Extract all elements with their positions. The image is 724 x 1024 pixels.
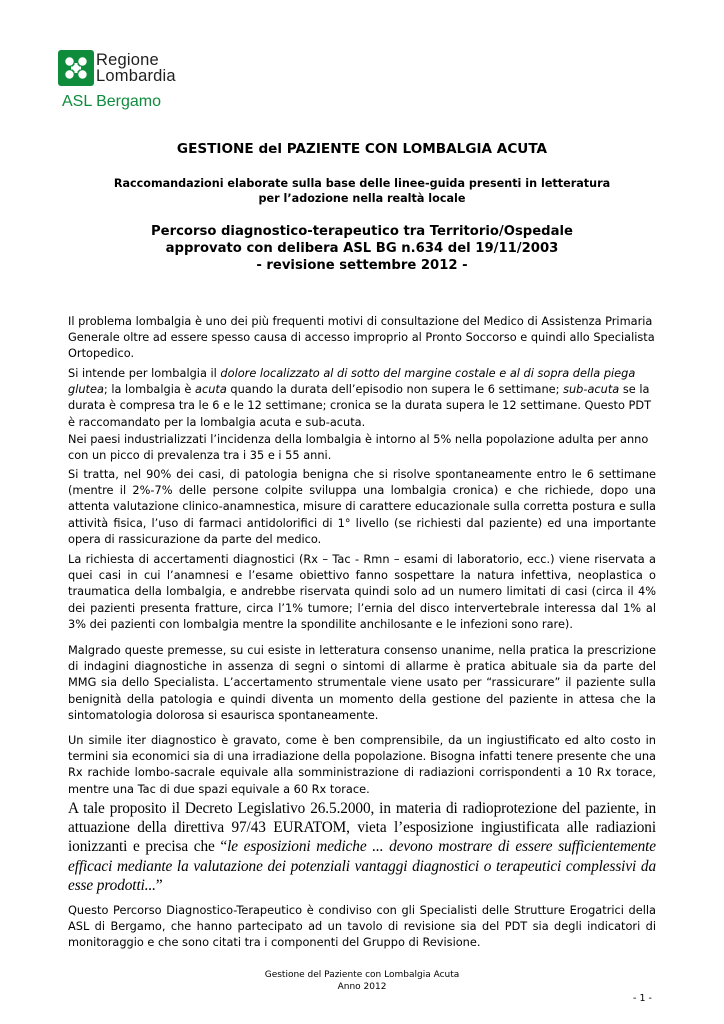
paragraph-5: La richiesta di accertamenti diagnostici (Rx – Tac - Rmn – esami di laboratorio, ecc.) viene riservata a quei casi in cui l’anamnesi e l’esame obiettivo fanno sospettare la natura infettiva, neoplastica o traumatica della lombalgia, e andrebbe riservata quindi solo ad un numero limitati di casi (circa il 4% dei pazienti presenta fratture, circa l’1% tumore; l’ernia del disco intervertebrale interessa dal 1% al 3% dei pazienti con lombalgia mentre la spondilite anchilosante e le infezioni sono rare).: [68, 552, 656, 631]
percorso-line-1: Percorso diagnostico-terapeutico tra Territorio/Ospedale: [150, 224, 573, 239]
document-subtitle: [0, 176, 724, 206]
paragraph-2-italic-subacuta: sub-acuta: [563, 382, 620, 397]
paragraph-4: Si tratta, nel 90% dei casi, di patologia benigna che si risolve spontaneamente entro le 6 settimane (mentre il 2%-7% delle persone colpite sviluppa una lombalgia cronica) e che richiede, dopo una attenta valutazione clinico-anamnestica, misure di carattere educazionale sulla corretta postura e sulla attività fisica, l’uso di farmaci antidolorifici di 1° livello (se richiesti dal paziente) ed una importante opera di rassicurazione da parte del medico.: [68, 467, 656, 546]
paragraph-2-text: ; la lombalgia è: [103, 382, 195, 397]
paragraph-2-italic-definition: dolore localizzato al di sotto del margine costale e al di sopra della piega glutea: [68, 366, 636, 397]
paragraph-8-quote: le esposizioni mediche ... devono mostrare di essere sufficientemente efficaci mediante la valutazione dei potenziali vantaggi diagnostici o terapeutici complessivi da esse prodotti...: [68, 838, 656, 894]
paragraph-2-text: se la durata è compresa tra le 6 e le 12 settimane; cronica se la durata supera le 12 settimane. Questo PDT è raccomandato per la lombalgia acuta e sub-acuta.: [68, 382, 652, 429]
logo-regione-lombardia: [58, 50, 228, 112]
footer-line-1: Gestione del Paziente con Lombalgia Acuta: [264, 970, 460, 980]
paragraph-2-text: quando la durata dell’episodio non supera le 6 settimane;: [226, 382, 564, 397]
logo-line-2: Lombardia: [96, 67, 176, 85]
paragraph-9: Questo Percorso Diagnostico-Terapeutico è condiviso con gli Specialisti delle Strutture Erogatrici della ASL di Bergamo, che hanno partecipato ad un tavolo di revisione sia del PDT sia degli indicatori di monitoraggio e che sono citati tra i componenti del Gruppo di Revisione.: [68, 903, 656, 950]
paragraph-6: Malgrado queste premesse, su cui esiste in letteratura consenso unanime, nella pratica la prescrizione di indagini diagnostiche in assenza di segni o sintomi di allarme è pratica abituale sia da parte del MMG sia dello Specialista. L’accertamento strumentale viene usato per “rassicurare” il paziente sulla benignità della patologia e quindi diventa un momento della gestione del paziente in attesa che la sintomatologia dolorosa si esaurisca spontaneamente.: [68, 643, 656, 722]
paragraph-8-text: A tale proposito il Decreto Legislativo 26.5.2000, in materia di radioprotezione del paziente, in attuazione della direttiva 97/43 EURATOM, vieta l’esposizione ingiustificata alle radiazioni ionizzanti e precisa che “: [68, 800, 656, 856]
paragraph-2-italic-acuta: acuta: [195, 382, 227, 397]
subtitle-line-2: per l’adozione nella realtà locale: [258, 192, 466, 205]
logo-asl-prefix: ASL: [62, 93, 92, 110]
page-footer: [0, 969, 724, 993]
subtitle-line-1: Raccomandazioni elaborate sulla base delle linee-guida presenti in letteratura: [113, 177, 611, 190]
paragraph-8: [68, 799, 656, 895]
logo-line-1: Regione: [96, 51, 159, 69]
percorso-line-3: - revisione settembre 2012 -: [256, 258, 468, 273]
document-title: GESTIONE del PAZIENTE CON LOMBALGIA ACUTA: [176, 141, 548, 157]
footer-line-2: Anno 2012: [337, 982, 387, 992]
percorso-heading: [0, 223, 724, 274]
logo-asl-name: Bergamo: [96, 93, 162, 110]
paragraph-3: Nei paesi industrializzati l’incidenza della lombalgia è intorno al 5% nella popolazione adulta per anno con un picco di prevalenza tra i 35 e i 55 anni.: [68, 432, 649, 463]
lombardy-rose-icon: [58, 50, 94, 86]
paragraph-7: Un simile iter diagnostico è gravato, come è ben comprensibile, da un ingiustificato ed alto costo in termini sia economici sia di una irradiazione della popolazione. Bisogna infatti tenere presente che una Rx rachide lombo-sacrale equivale alla somministrazione di radiazioni corrispondenti a 10 Rx torace, mentre una Tac di due spazi equivale a 60 Rx torace.: [68, 733, 656, 796]
page-number: - 1 -: [633, 993, 652, 1004]
percorso-line-2: approvato con delibera ASL BG n.634 del 19/11/2003: [165, 241, 559, 256]
paragraph-2: [68, 365, 656, 430]
paragraph-1: Il problema lombalgia è uno dei più frequenti motivi di consultazione del Medico di Assistenza Primaria Generale oltre ad essere spesso causa di accesso improprio al Pronto Soccorso e quindi allo Specialista Ortopedico.: [68, 314, 655, 361]
paragraph-2-text: Si intende per lombalgia il: [68, 366, 221, 380]
paragraph-8-text-end: ”: [155, 876, 163, 894]
logo-asl-bergamo: [62, 93, 161, 111]
